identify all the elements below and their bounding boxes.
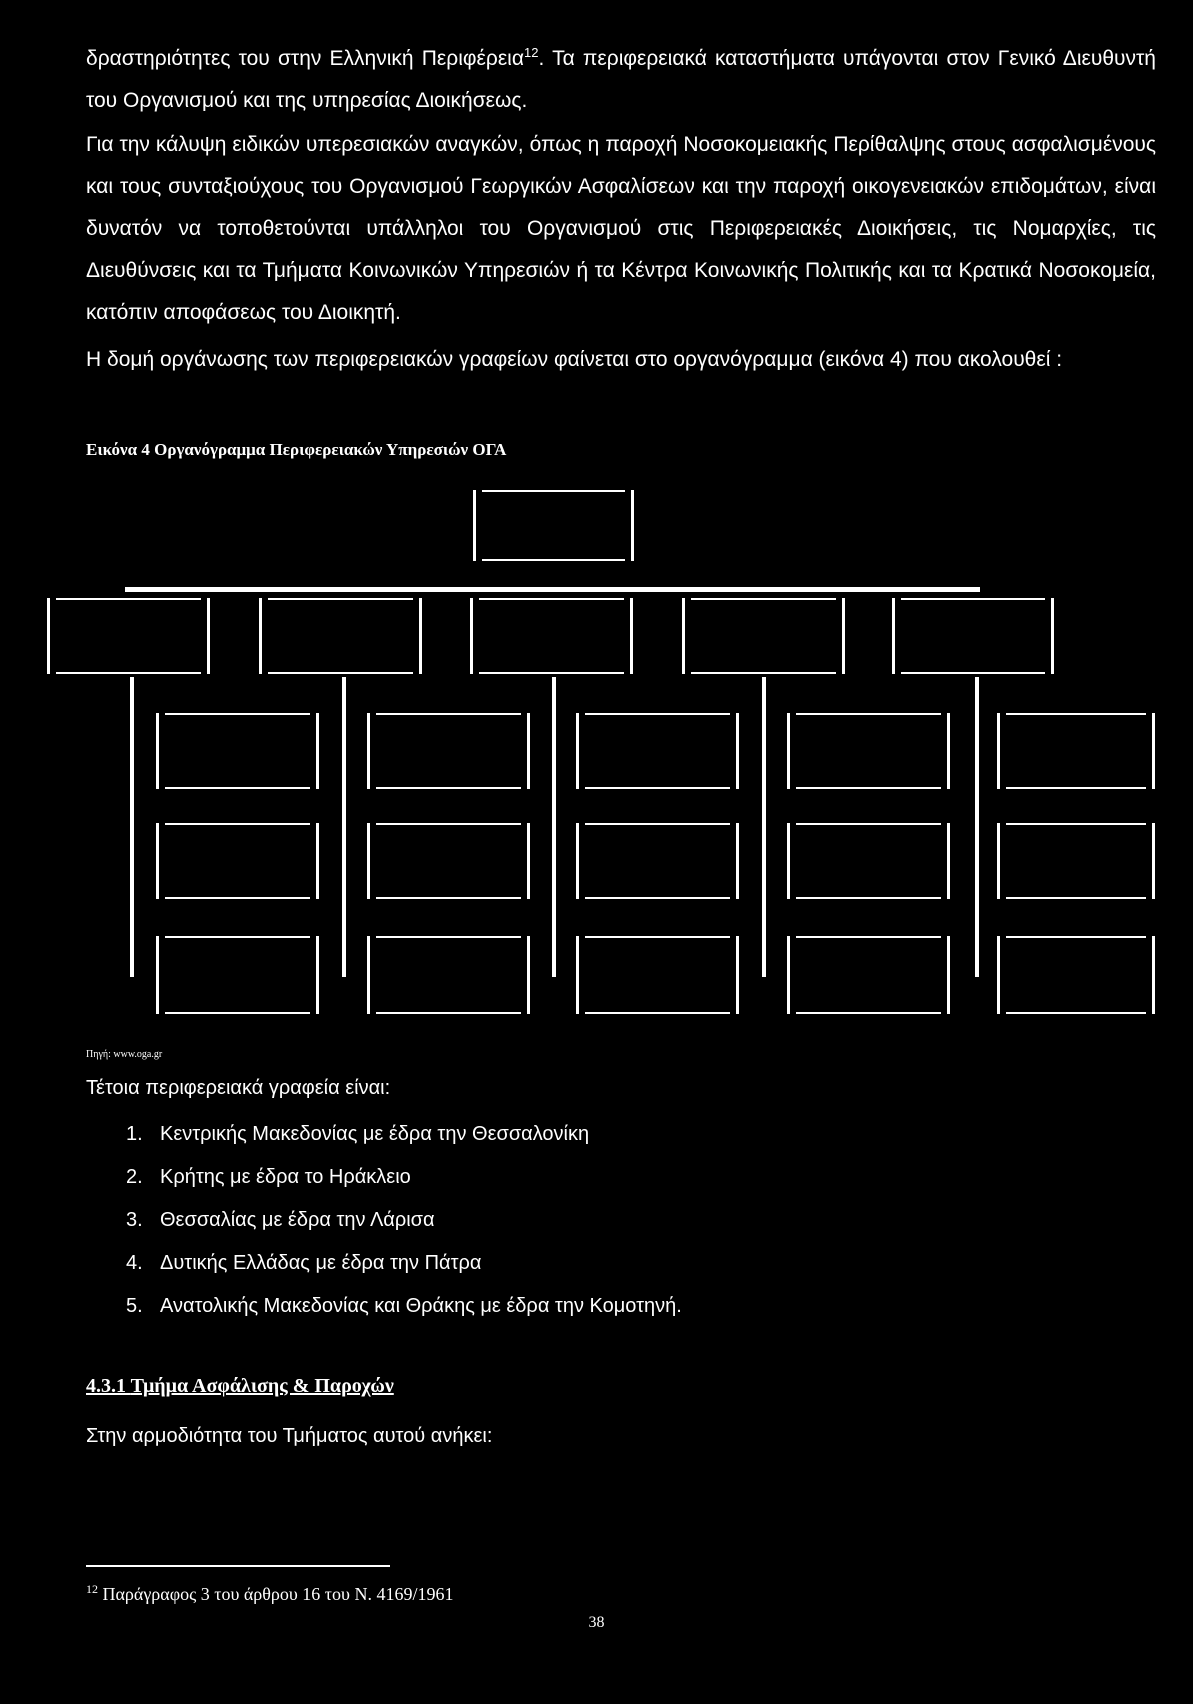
org-connector-horizontal [125, 587, 980, 592]
paragraph-1 [86, 38, 1156, 122]
list-item [86, 1156, 682, 1199]
list-item [86, 1199, 682, 1242]
org-box-level3-4-3 [787, 936, 950, 1014]
paragraph-3: Η δομή οργάνωσης των περιφερειακών γραφείων φαίνεται στο οργανόγραμμα (εικόνα 4) που ακολουθεί : [86, 348, 1063, 371]
list-item-number: 3. [126, 1209, 143, 1231]
paragraph-2: Για την κάλυψη ειδικών υπερεσιακών αναγκών, όπως η παροχή Νοσοκομειακής Περίθαλψης στους ασφαλισμένους και τους συνταξιούχους του Οργανισμού Γεωργικών Ασφαλίσεων και την παροχή οικογενειακών επιδομάτων, είναι δυνατόν να τοποθετούνται υπάλληλοι του Οργανισμού στις Περιφερειακές Διοικήσεις, τις Νομαρχίες, τις Διευθύνσεις και τα Τμήματα Κοινωνικών Υπηρεσιών ή τα Κέντρα Κοινωνικής Πολιτικής και τα Κρατικά Νοσοκομεία, κατόπιν αποφάσεως του Διοικητή. [86, 133, 1156, 324]
org-connector-vertical-5 [975, 677, 979, 977]
figure-caption: Εικόνα 4 Οργανόγραμμα Περιφερειακών Υπηρεσιών ΟΓΑ [86, 440, 507, 459]
org-box-top [473, 490, 634, 561]
section-number: 4.3.1 [86, 1375, 126, 1397]
org-box-level2-5 [892, 598, 1054, 674]
list-item-number: 1. [126, 1123, 143, 1145]
org-box-level3-1-3 [156, 936, 319, 1014]
org-connector-vertical-4 [762, 677, 766, 977]
org-box-level3-5-3 [997, 936, 1155, 1014]
section-intro: Στην αρμοδιότητα του Τμήματος αυτού ανήκει: [86, 1425, 493, 1447]
list-item [86, 1242, 682, 1285]
footnote-mark: 12 [86, 1582, 98, 1596]
org-box-level3-3-2 [576, 823, 739, 899]
list-item-number: 5. [126, 1295, 143, 1317]
list-item-text: Ανατολικής Μακεδονίας και Θράκης με έδρα την Κομοτηνή. [160, 1295, 682, 1317]
list-item-number: 2. [126, 1166, 143, 1188]
regions-intro: Τέτοια περιφερειακά γραφεία είναι: [86, 1077, 391, 1099]
list-item-text: Κεντρικής Μακεδονίας με έδρα την Θεσσαλονίκη [160, 1123, 590, 1145]
paragraph-1-text: δραστηριότητες του στην Ελληνική Περιφέρεια [86, 47, 524, 70]
org-box-level3-2-1 [367, 713, 530, 789]
org-box-level2-4 [682, 598, 845, 674]
org-box-level3-4-1 [787, 713, 950, 789]
org-box-level2-3 [470, 598, 633, 674]
list-item-number: 4. [126, 1252, 143, 1274]
org-box-level3-1-1 [156, 713, 319, 789]
figure-source: Πηγή: www.oga.gr [86, 1049, 163, 1060]
paragraph-1-rest: . Τα περιφερειακά καταστήματα υπάγονται στον Γενικό Διευθυντή του Οργανισμού και της υπηρεσίας Διοικήσεως. [86, 47, 1156, 112]
footnote-reference[interactable]: 12 [523, 45, 539, 60]
org-box-level3-1-2 [156, 823, 319, 899]
org-box-level3-5-2 [997, 823, 1155, 899]
page-number: 38 [588, 1614, 605, 1631]
list-item [86, 1113, 682, 1156]
footnote [86, 1582, 453, 1605]
org-box-level3-3-1 [576, 713, 739, 789]
org-box-level3-3-3 [576, 936, 739, 1014]
list-item-text: Δυτικής Ελλάδας με έδρα την Πάτρα [160, 1252, 482, 1274]
org-box-level3-4-2 [787, 823, 950, 899]
org-box-level3-5-1 [997, 713, 1155, 789]
org-box-level3-2-3 [367, 936, 530, 1014]
org-box-level2-1 [47, 598, 210, 674]
section-title: Τμήμα Ασφάλισης & Παροχών [130, 1375, 394, 1397]
list-item-text: Κρήτης με έδρα το Ηράκλειο [160, 1166, 411, 1188]
footnote-divider [86, 1565, 390, 1567]
org-connector-vertical-3 [552, 677, 556, 977]
regions-list [86, 1113, 682, 1328]
footnote-text: Παράγραφος 3 του άρθρου 16 του Ν. 4169/1961 [98, 1584, 454, 1604]
org-box-level3-2-2 [367, 823, 530, 899]
org-box-level2-2 [259, 598, 422, 674]
list-item [86, 1285, 682, 1328]
section-heading [86, 1375, 394, 1398]
list-item-text: Θεσσαλίας με έδρα την Λάρισα [160, 1209, 435, 1231]
org-connector-vertical-1 [130, 677, 134, 977]
org-connector-vertical-2 [342, 677, 346, 977]
